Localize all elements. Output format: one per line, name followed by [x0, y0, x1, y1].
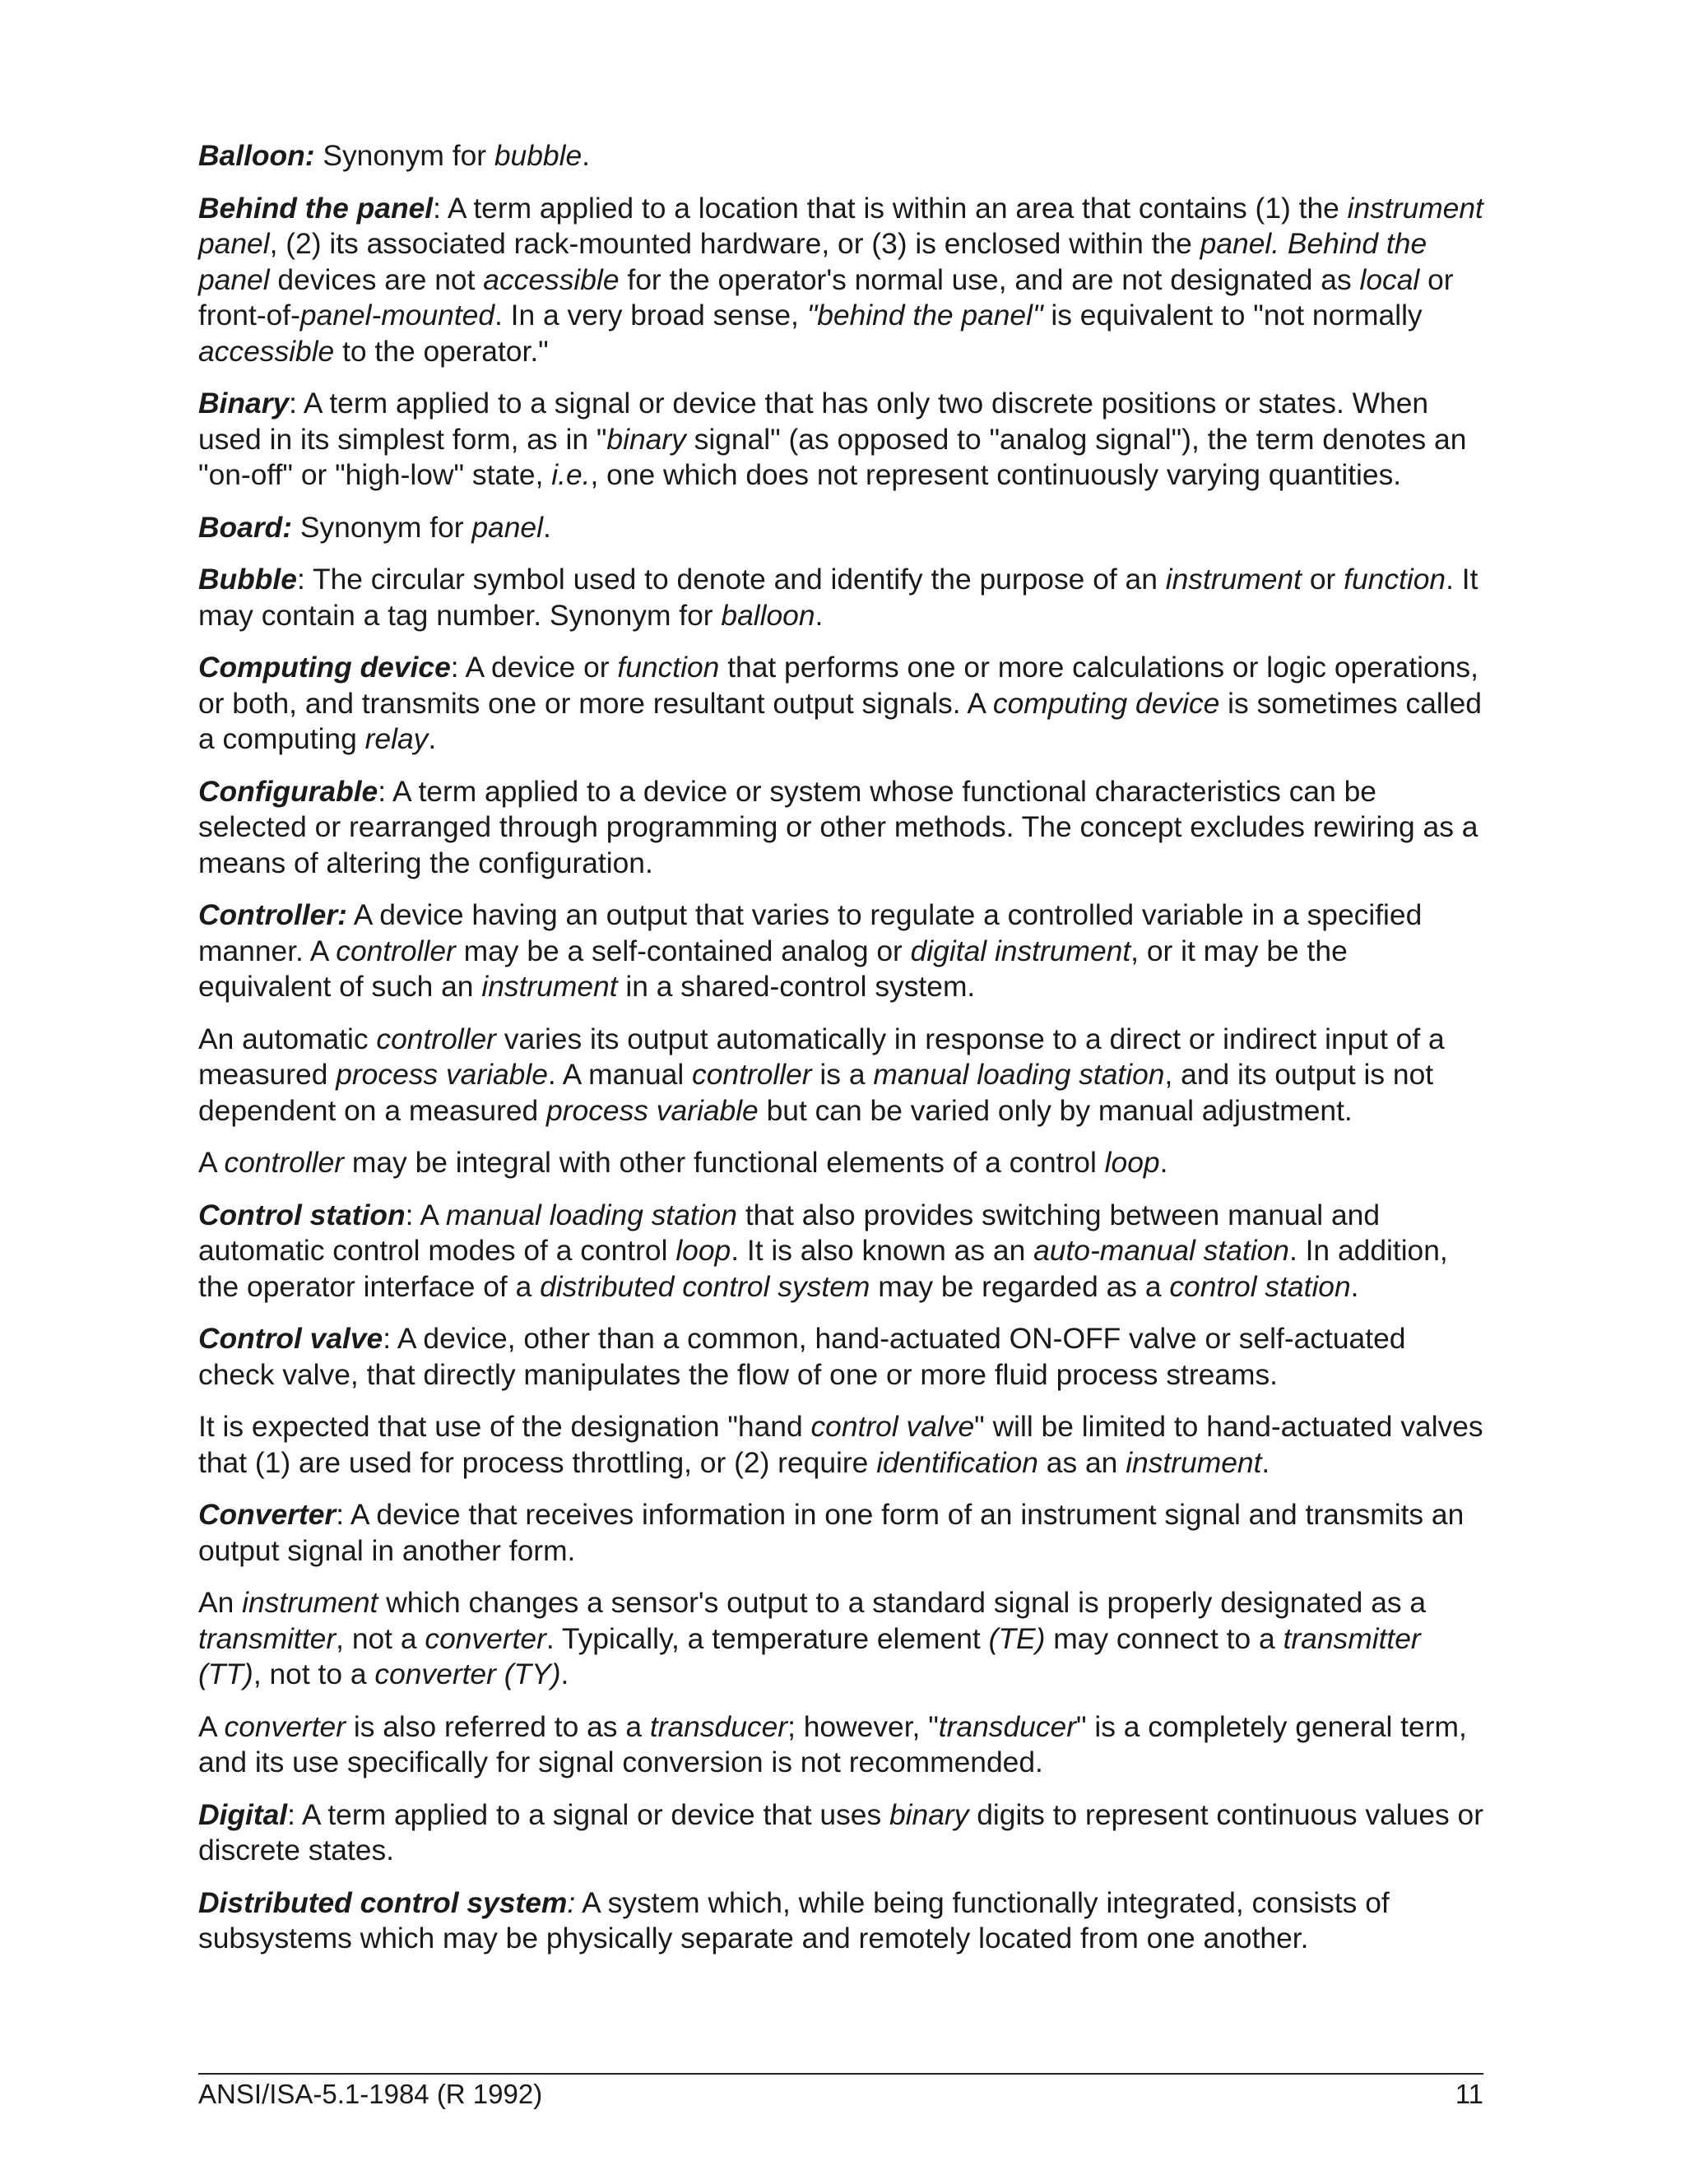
glossary-term [198, 651, 451, 684]
italic-text: function [617, 651, 720, 684]
body-text: . [428, 722, 437, 755]
body-text: which changes a sensor's output to a standard signal is properly designated as a [378, 1586, 1427, 1619]
glossary-entry [198, 562, 1483, 633]
italic-text: function [1344, 563, 1446, 596]
italic-text: panel [471, 510, 543, 544]
italic-text: instrument [1126, 1445, 1262, 1479]
body-text: . [1159, 1146, 1168, 1179]
italic-text: controller [692, 1058, 812, 1091]
glossary-entry [198, 1145, 1483, 1181]
body-text: is also referred to as a [346, 1709, 650, 1743]
italic-text: instrument [1165, 563, 1302, 596]
body-text: : A device that receives information in one form of an instrument signal and transmits an output signal in another form. [198, 1498, 1465, 1567]
glossary-term-text: Bubble [198, 563, 297, 596]
body-text: : A term applied to a signal or device that has only two discrete positions or states. When used in its simplest form, as in " [198, 387, 1429, 456]
glossary-entry [198, 1409, 1483, 1481]
glossary-term-text: Controller: [198, 898, 347, 931]
glossary-entry [198, 510, 1483, 546]
glossary-entry [198, 1797, 1483, 1869]
glossary-term [198, 511, 292, 544]
footer-rule [198, 2073, 1483, 2075]
glossary-entry [198, 1709, 1483, 1781]
body-text: may be a self-contained analog or [455, 934, 911, 967]
italic-text: distributed control system [540, 1269, 870, 1303]
italic-text: instrument panel [198, 191, 1483, 260]
body-text: to the operator." [334, 334, 549, 368]
body-text: , or it may be the equivalent of such an [198, 934, 1348, 1003]
body-text: digits to represent continuous values or discrete states. [198, 1797, 1483, 1866]
italic-text: : [567, 1885, 576, 1919]
italic-text: accessible [198, 334, 335, 368]
body-text: , not to a [253, 1658, 375, 1690]
body-text: . [542, 510, 551, 544]
body-text: may be regarded as a [870, 1269, 1170, 1303]
italic-text: instrument [481, 970, 618, 1003]
italic-text: binary [889, 1797, 969, 1831]
body-text: . In addition, the operator interface of a [198, 1234, 1448, 1303]
glossary-term [198, 387, 289, 420]
body-text: . [815, 598, 824, 632]
body-text: A [198, 1146, 225, 1179]
body-text: : A device or [450, 651, 618, 684]
glossary-term-text: Converter [198, 1498, 337, 1531]
body-text: signal" (as opposed to "analog signal"), the term denotes an "on-off" or "high-low" state, [198, 422, 1467, 491]
italic-text: relay [364, 722, 429, 755]
body-text: : The circular symbol used to denote and identify the purpose of an [296, 563, 1166, 596]
glossary-term-text: Digital [198, 1797, 288, 1831]
glossary-term [198, 1798, 287, 1831]
glossary-term-text: Control station [198, 1198, 406, 1231]
body-text: A [198, 1709, 225, 1743]
page-footer [198, 2078, 1483, 2111]
body-text: : A term applied to a signal or device that uses [287, 1797, 889, 1831]
italic-text: digital instrument [910, 934, 1131, 967]
body-text: , (2) its associated rack-mounted hardware, or (3) is enclosed within the [269, 227, 1200, 260]
glossary-term [198, 1322, 383, 1355]
italic-text: converter (TY) [374, 1658, 561, 1690]
glossary-entry [198, 1022, 1483, 1129]
body-text: . A manual [547, 1058, 693, 1091]
glossary-term-text: Configurable [198, 774, 378, 808]
italic-text: local [1359, 262, 1420, 296]
italic-text: computing device [992, 686, 1220, 720]
italic-text: loop [1104, 1146, 1160, 1179]
glossary-term-text: Binary [198, 387, 290, 420]
body-text: or front-of- [198, 262, 1454, 332]
italic-text: panel. Behind the panel [198, 227, 1427, 296]
glossary-entry [198, 1497, 1483, 1569]
body-text: for the operator's normal use, and are not designated as [619, 262, 1360, 296]
body-text: devices are not [269, 262, 484, 296]
glossary-term [198, 1199, 406, 1231]
body-text: or [1301, 563, 1344, 596]
italic-text: (TE) [988, 1621, 1046, 1655]
italic-text: loop [675, 1234, 731, 1267]
body-text: but can be varied only by manual adjustment. [758, 1093, 1353, 1127]
body-text: An [198, 1586, 243, 1619]
glossary-term-text: Behind the panel [198, 191, 434, 225]
body-text: . It is also known as an [731, 1234, 1034, 1267]
glossary-term-text: Computing device [198, 651, 451, 684]
italic-text: panel-mounted [299, 299, 495, 332]
body-text: . [1261, 1445, 1270, 1479]
body-text: , not a [336, 1621, 425, 1655]
italic-text: binary [606, 422, 686, 456]
italic-text: balloon [721, 598, 815, 632]
italic-text: process variable [336, 1058, 548, 1091]
glossary-term [198, 1886, 567, 1919]
italic-text: "behind the panel" [806, 299, 1043, 332]
italic-text: instrument [242, 1586, 378, 1619]
body-text: : A term applied to a device or system whose functional characteristics can be selected or rearranged through programming or other methods. The concept excludes rewiring as a means of altering the configuration. [198, 774, 1478, 879]
body-text: . In a very broad sense, [494, 299, 807, 332]
glossary-term-text: Control valve [198, 1322, 383, 1355]
body-text: in a shared-control system. [617, 970, 976, 1003]
italic-text: converter [425, 1621, 546, 1655]
body-text: Synonym for [314, 139, 494, 172]
italic-text: transducer [938, 1709, 1076, 1743]
italic-text: control valve [810, 1410, 975, 1443]
italic-text: transducer [649, 1709, 788, 1743]
body-text: . [582, 139, 590, 172]
body-text: An automatic [198, 1022, 377, 1055]
body-text: : A term applied to a location that is within an area that contains (1) the [433, 191, 1348, 225]
glossary-term-text: Balloon: [198, 139, 315, 172]
italic-text: controller [376, 1022, 496, 1055]
glossary-entry [198, 774, 1483, 882]
glossary-term-text: Board: [198, 510, 293, 544]
body-text: varies its output automatically in response to a direct or indirect input of a measured [198, 1022, 1445, 1091]
glossary-entry [198, 897, 1483, 1005]
body-text: It is expected that use of the designation "hand [198, 1410, 811, 1443]
body-text: . Typically, a temperature element [545, 1621, 989, 1655]
italic-text: controller [224, 1146, 345, 1179]
glossary-entry [198, 386, 1483, 494]
glossary-term-text: Distributed control system [198, 1885, 568, 1919]
body-text: : A [405, 1198, 446, 1231]
body-text: Synonym for [292, 510, 472, 544]
italic-text: i.e. [551, 458, 591, 491]
glossary-body [198, 138, 1483, 1973]
body-text: : A device, other than a common, hand-actuated ON-OFF valve or self-actuated check valve, that directly manipulates the flow of one or more fluid process streams. [198, 1322, 1406, 1391]
body-text: . [1350, 1269, 1359, 1303]
glossary-entry [198, 1198, 1483, 1305]
body-text: . It may contain a tag number. Synonym for [198, 563, 1478, 632]
body-text: as an [1037, 1445, 1126, 1479]
italic-text: control station [1169, 1269, 1351, 1303]
italic-text: transmitter (TT) [198, 1621, 1421, 1690]
italic-text: accessible [483, 262, 620, 296]
body-text: , and its output is not dependent on a measured [198, 1058, 1434, 1127]
body-text: A system which, while being functionally integrated, consists of subsystems which may be physically separate and remotely located from one another. [198, 1885, 1390, 1954]
italic-text: controller [336, 934, 456, 967]
italic-text: transmitter [198, 1621, 337, 1655]
body-text: is equivalent to "not normally [1042, 299, 1423, 332]
italic-text: bubble [494, 139, 583, 172]
italic-text: manual loading station [873, 1058, 1165, 1091]
glossary-term [198, 139, 315, 172]
body-text: ; however, " [787, 1709, 939, 1743]
glossary-term [198, 192, 433, 225]
body-text: may be integral with other functional elements of a control [344, 1146, 1105, 1179]
glossary-entry [198, 1321, 1483, 1393]
glossary-entry [198, 191, 1483, 370]
footer-document-id: ANSI/ISA-5.1-1984 (R 1992) [198, 2079, 543, 2109]
italic-text: auto-manual station [1033, 1234, 1289, 1267]
body-text: may connect to a [1045, 1621, 1283, 1655]
body-text: . [560, 1658, 569, 1690]
footer-page-number: 11 [1455, 2079, 1483, 2109]
italic-text: converter [224, 1709, 346, 1743]
italic-text: process variable [546, 1093, 759, 1127]
body-text: " is a completely general term, and its use specifically for signal conversion is not recommended. [198, 1709, 1467, 1778]
italic-text: identification [876, 1445, 1038, 1479]
glossary-term [198, 898, 347, 931]
glossary-term [198, 775, 378, 808]
glossary-entry [198, 1585, 1483, 1693]
glossary-entry [198, 650, 1483, 758]
body-text: is sometimes called a computing [198, 686, 1482, 755]
glossary-entry [198, 1885, 1483, 1957]
body-text: that also provides switching between manual and automatic control modes of a control [198, 1198, 1381, 1267]
body-text: , one which does not represent continuously varying quantities. [590, 458, 1402, 491]
glossary-term [198, 1498, 336, 1531]
body-text: that performs one or more calculations or logic operations, or both, and transmits one or more resultant output signals. A [198, 651, 1478, 720]
italic-text: manual loading station [445, 1198, 737, 1231]
body-text: A device having an output that varies to regulate a controlled variable in a specified manner. A [198, 898, 1423, 967]
body-text: is a [811, 1058, 874, 1091]
glossary-entry [198, 138, 1483, 174]
body-text: " will be limited to hand-actuated valves that (1) are used for process throttling, or (2) require [198, 1410, 1483, 1479]
glossary-term [198, 563, 297, 596]
